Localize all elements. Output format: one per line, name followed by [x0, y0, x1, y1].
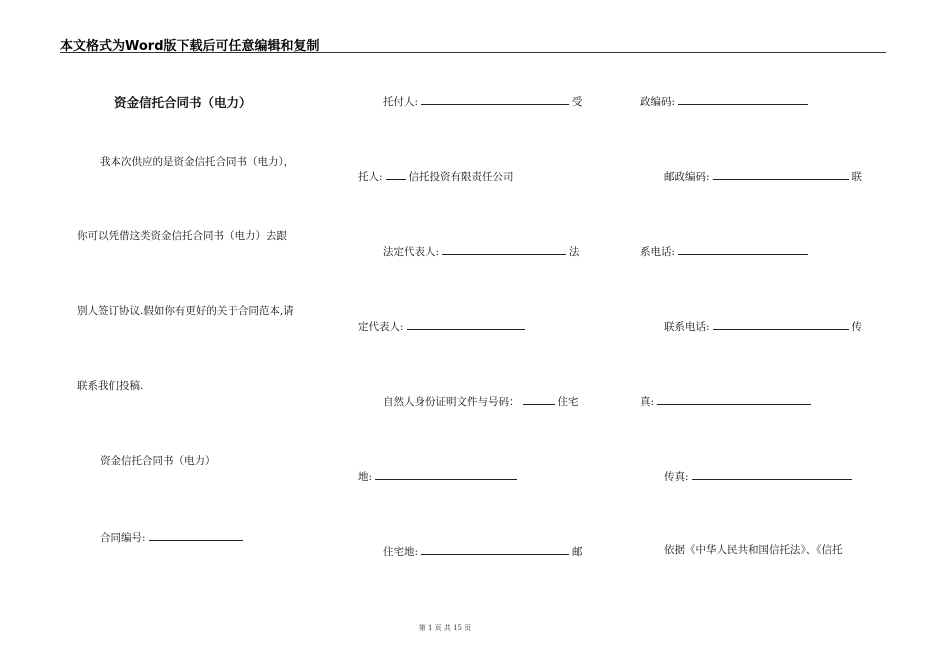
- trustee-label: 托人:: [358, 171, 383, 183]
- contract-number-blank: [149, 530, 243, 541]
- legal-rep2-line: [358, 319, 528, 333]
- legal-rep-line: [383, 244, 580, 258]
- address-blank: [375, 469, 517, 480]
- phone2-tail: 传: [851, 321, 863, 333]
- postal2-tail: 联: [851, 171, 863, 183]
- legal-rep-blank: [442, 244, 566, 255]
- postal2-label: 邮政编码:: [664, 171, 710, 183]
- section-subtitle: 资金信托合同书（电力）: [100, 455, 216, 467]
- trustor-line: [383, 94, 583, 108]
- intro-line-2: 你可以凭借这类资金信托合同书（电力）去跟: [77, 230, 287, 242]
- trustee-value: 信托投资有限责任公司: [408, 171, 514, 183]
- fax2-blank: [692, 469, 852, 480]
- legal-rep-label: 法定代表人:: [383, 246, 440, 258]
- intro-line-1: 我本次供应的是资金信托合同书（电力），: [100, 156, 295, 168]
- id-blank: [523, 394, 555, 405]
- phone2-blank: [713, 319, 849, 330]
- residence-line: [383, 544, 583, 558]
- phone1-blank: [678, 244, 808, 255]
- fax1-label: 真:: [640, 396, 655, 408]
- phone1-line: [640, 244, 811, 258]
- postal1-label: 政编码:: [640, 96, 676, 108]
- legal-rep-tail: 法: [569, 246, 580, 258]
- trustee-blank: [386, 169, 406, 180]
- trustor-label: 托付人:: [383, 96, 419, 108]
- residence-blank: [421, 544, 569, 555]
- trustee-line: [358, 169, 514, 183]
- postal1-blank: [678, 94, 808, 105]
- id-line: [383, 394, 579, 408]
- download-banner: 本文格式为Word版下载后可任意编辑和复制: [60, 39, 320, 54]
- header-divider: [60, 52, 886, 53]
- trustor-tail: 受: [572, 96, 583, 108]
- legal-basis-text: 依据《中华人民共和国信托法》、《信托: [664, 544, 843, 556]
- legal-rep2-blank: [407, 319, 525, 330]
- document-title: 资金信托合同书（电力）: [114, 95, 252, 110]
- residence-label: 住宅地:: [383, 546, 419, 558]
- address-line: [358, 469, 520, 483]
- contract-number-label: 合同编号:: [100, 532, 146, 544]
- id-tail: 住宅: [557, 396, 579, 408]
- address-label: 地:: [358, 471, 373, 483]
- fax2-line: [664, 469, 855, 483]
- legal-rep2-label: 定代表人:: [358, 321, 404, 333]
- contract-number-line: [100, 530, 246, 544]
- phone2-label: 联系电话:: [664, 321, 710, 333]
- intro-line-3: 别人签订协议.假如你有更好的关于合同范本,请: [77, 305, 294, 317]
- page-number: 第 1 页 共 15 页: [418, 624, 472, 632]
- postal1-line: [640, 94, 811, 108]
- residence-tail: 邮: [572, 546, 583, 558]
- phone1-label: 系电话:: [640, 246, 676, 258]
- postal2-blank: [713, 169, 849, 180]
- id-label: 自然人身份证明文件与号码：: [383, 396, 520, 408]
- postal2-line: [664, 169, 862, 183]
- fax1-line: [640, 394, 814, 408]
- trustor-blank: [421, 94, 569, 105]
- fax2-label: 传真:: [664, 471, 689, 483]
- intro-line-4: 联系我们投稿.: [77, 380, 144, 392]
- fax1-blank: [657, 394, 811, 405]
- phone2-line: [664, 319, 862, 333]
